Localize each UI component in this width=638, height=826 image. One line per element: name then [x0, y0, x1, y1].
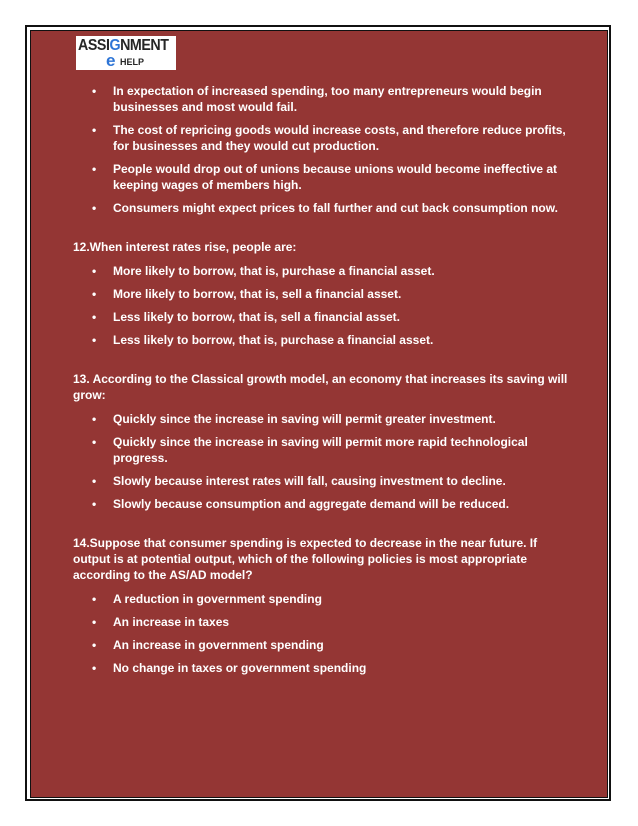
- q13-option-1: • Quickly since the increase in saving will permit greater investment.: [73, 411, 573, 427]
- q12-question: 12.When interest rates rise, people are:: [73, 240, 297, 254]
- q12-option-2: • More likely to borrow, that is, sell a financial asset.: [73, 286, 573, 302]
- spacer: [73, 519, 573, 535]
- q13-option-2: • Quickly since the increase in saving will permit more rapid technological progress.: [73, 434, 573, 466]
- q13-option-4: • Slowly because consumption and aggregate demand will be reduced.: [73, 496, 573, 512]
- q12-option-3: • Less likely to borrow, that is, sell a financial asset.: [73, 309, 573, 325]
- logo-text-help: HELP: [120, 57, 145, 67]
- logo-wordmark: [78, 37, 168, 55]
- q14-option-2: • An increase in taxes: [73, 614, 573, 630]
- q14-options: [73, 591, 573, 676]
- q11-option-2: • The cost of repricing goods would increase costs, and therefore reduce profits, for businesses and they would cut production.: [73, 122, 573, 154]
- q14-option-1: • A reduction in government spending: [73, 591, 573, 607]
- q12-option-4: • Less likely to borrow, that is, purchase a financial asset.: [73, 332, 573, 348]
- q11-option-3: • People would drop out of unions because unions would become ineffective at keeping wages of members high.: [73, 161, 573, 193]
- assignment-help-logo: [76, 36, 176, 70]
- logo-text-assi: ASSI: [78, 37, 110, 54]
- q11-option-4: • Consumers might expect prices to fall further and cut back consumption now.: [73, 200, 573, 216]
- logo-text-g: G: [109, 37, 121, 54]
- q13-option-3: • Slowly because interest rates will fall, causing investment to decline.: [73, 473, 573, 489]
- q12-options: [73, 263, 573, 348]
- q12-option-1: • More likely to borrow, that is, purchase a financial asset.: [73, 263, 573, 279]
- q14-option-3: • An increase in government spending: [73, 637, 573, 653]
- q13-options: [73, 411, 573, 512]
- q11-options: [73, 83, 573, 216]
- logo-e-glyph: e: [106, 51, 116, 70]
- spacer: [73, 223, 573, 239]
- logo-text-nment: NMENT: [120, 37, 169, 54]
- q13-question: 13. According to the Classical growth model, an economy that increases its saving will grow:: [73, 372, 568, 402]
- spacer: [73, 355, 573, 371]
- q14-option-4: • No change in taxes or government spending: [73, 660, 573, 676]
- document-content: [73, 83, 573, 683]
- q11-option-1: • In expectation of increased spending, too many entrepreneurs would begin businesses and most would fail.: [73, 83, 573, 115]
- q14-question: 14.Suppose that consumer spending is expected to decrease in the near future. If output is at potential output, which of the following policies is most appropriate according to the AS/AD model?: [73, 536, 538, 582]
